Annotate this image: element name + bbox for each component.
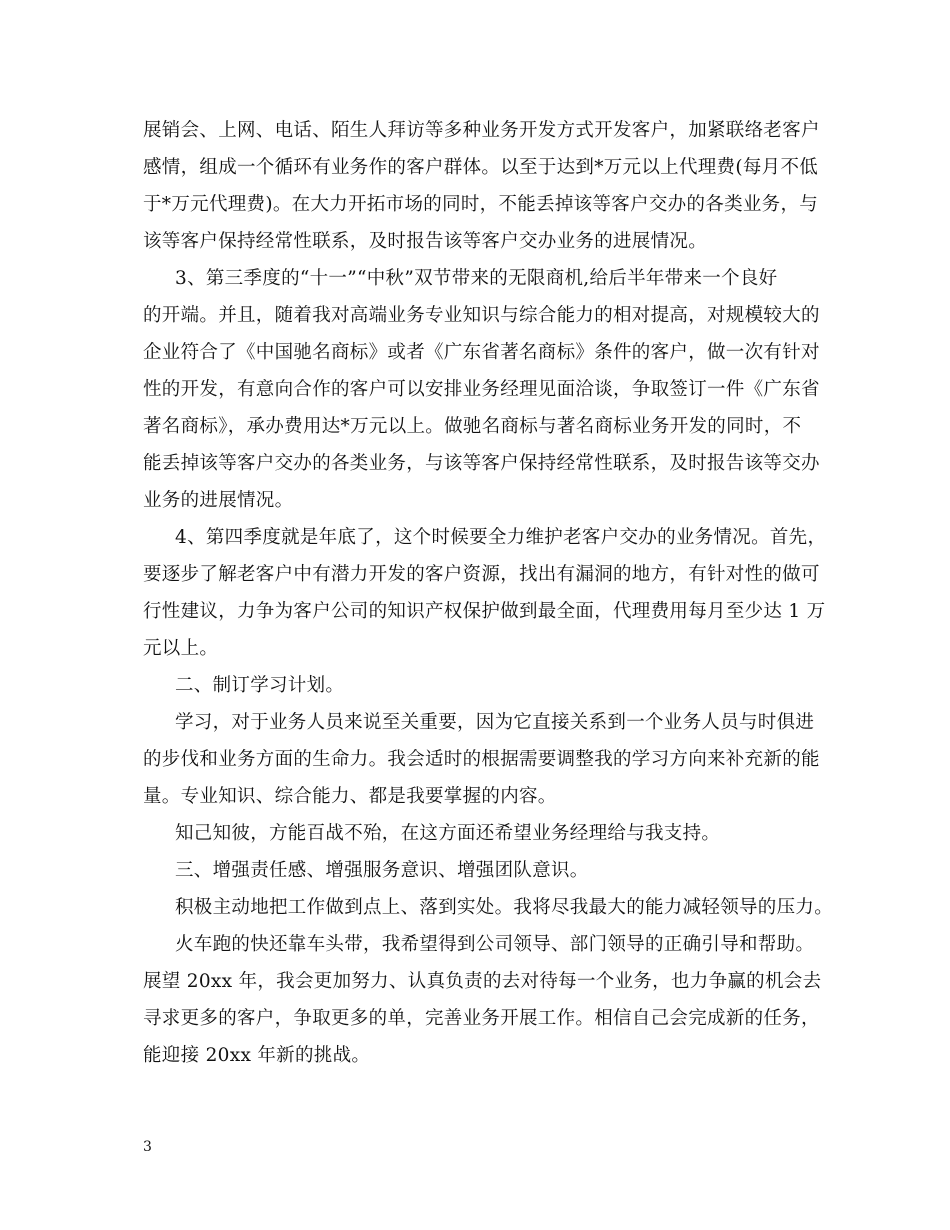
text-line: 4、第四季度就是年底了，这个时候要全力维护老客户交办的业务情况。首先， <box>175 527 827 548</box>
text-line: 积极主动地把工作做到点上、落到实处。我将尽我最大的能力减轻领导的压力。 <box>175 897 834 918</box>
text-line: 能迎接 20xx 年新的挑战。 <box>143 1045 371 1066</box>
text-line: 的步伐和业务方面的生命力。我会适时的根据需要调整我的学习方向来补充新的能 <box>143 749 820 770</box>
text-line: 量。专业知识、综合能力、都是我要掌握的内容。 <box>143 786 557 807</box>
text-line: 知己知彼，方能百战不殆，在这方面还希望业务经理给与我支持。 <box>175 823 721 844</box>
text-line: 于*万元代理费)。在大力开拓市场的同时，不能丢掉该等客户交办的各类业务，与 <box>143 194 819 215</box>
text-line: 要逐步了解老客户中有潜力开发的客户资源，找出有漏洞的地方，有针对性的做可 <box>143 564 820 585</box>
text-line: 的开端。并且，随着我对高端业务专业知识与综合能力的相对提高，对规模较大的 <box>143 305 820 326</box>
section-heading: 二、制订学习计划。 <box>175 675 345 696</box>
text-line: 能丢掉该等客户交办的各类业务，与该等客户保持经常性联系，及时报告该等交办 <box>143 453 820 474</box>
text-line: 感情，组成一个循环有业务作的客户群体。以至于达到*万元以上代理费(每月不低 <box>143 157 819 178</box>
text-line: 该等客户保持经常性联系，及时报告该等客户交办业务的进展情况。 <box>143 231 708 252</box>
text-line: 学习，对于业务人员来说至关重要，因为它直接关系到一个业务人员与时俱进 <box>175 712 815 733</box>
text-line: 元以上。 <box>143 638 219 659</box>
text-line: 著名商标》，承办费用达*万元以上。做驰名商标与著名商标业务开发的同时，不 <box>143 416 802 437</box>
text-line: 行性建议，力争为客户公司的知识产权保护做到最全面，代理费用每月至少达 1 万 <box>143 601 826 622</box>
text-line: 性的开发，有意向合作的客户可以安排业务经理见面洽谈，争取签订一件《广东省 <box>143 379 820 400</box>
text-line: 企业符合了《中国驰名商标》或者《广东省著名商标》条件的客户，做一次有针对 <box>143 342 820 363</box>
text-line: 业务的进展情况。 <box>143 490 294 511</box>
section-heading: 三、增强责任感、增强服务意识、增强团队意识。 <box>175 860 589 881</box>
text-line: 展销会、上网、电话、陌生人拜访等多种业务开发方式开发客户，加紧联络老客户 <box>143 120 820 141</box>
text-line: 3、第三季度的“十一”“中秋”双节带来的无限商机,给后半年带来一个良好 <box>175 268 778 289</box>
text-line: 火车跑的快还靠车头带，我希望得到公司领导、部门领导的正确引导和帮助。 <box>175 934 815 955</box>
page-number: 3 <box>143 1139 152 1155</box>
text-line: 寻求更多的客户，争取更多的单，完善业务开展工作。相信自己会完成新的任务， <box>143 1008 820 1029</box>
text-line: 展望 20xx 年，我会更加努力、认真负责的去对待每一个业务，也力争赢的机会去 <box>143 971 822 992</box>
